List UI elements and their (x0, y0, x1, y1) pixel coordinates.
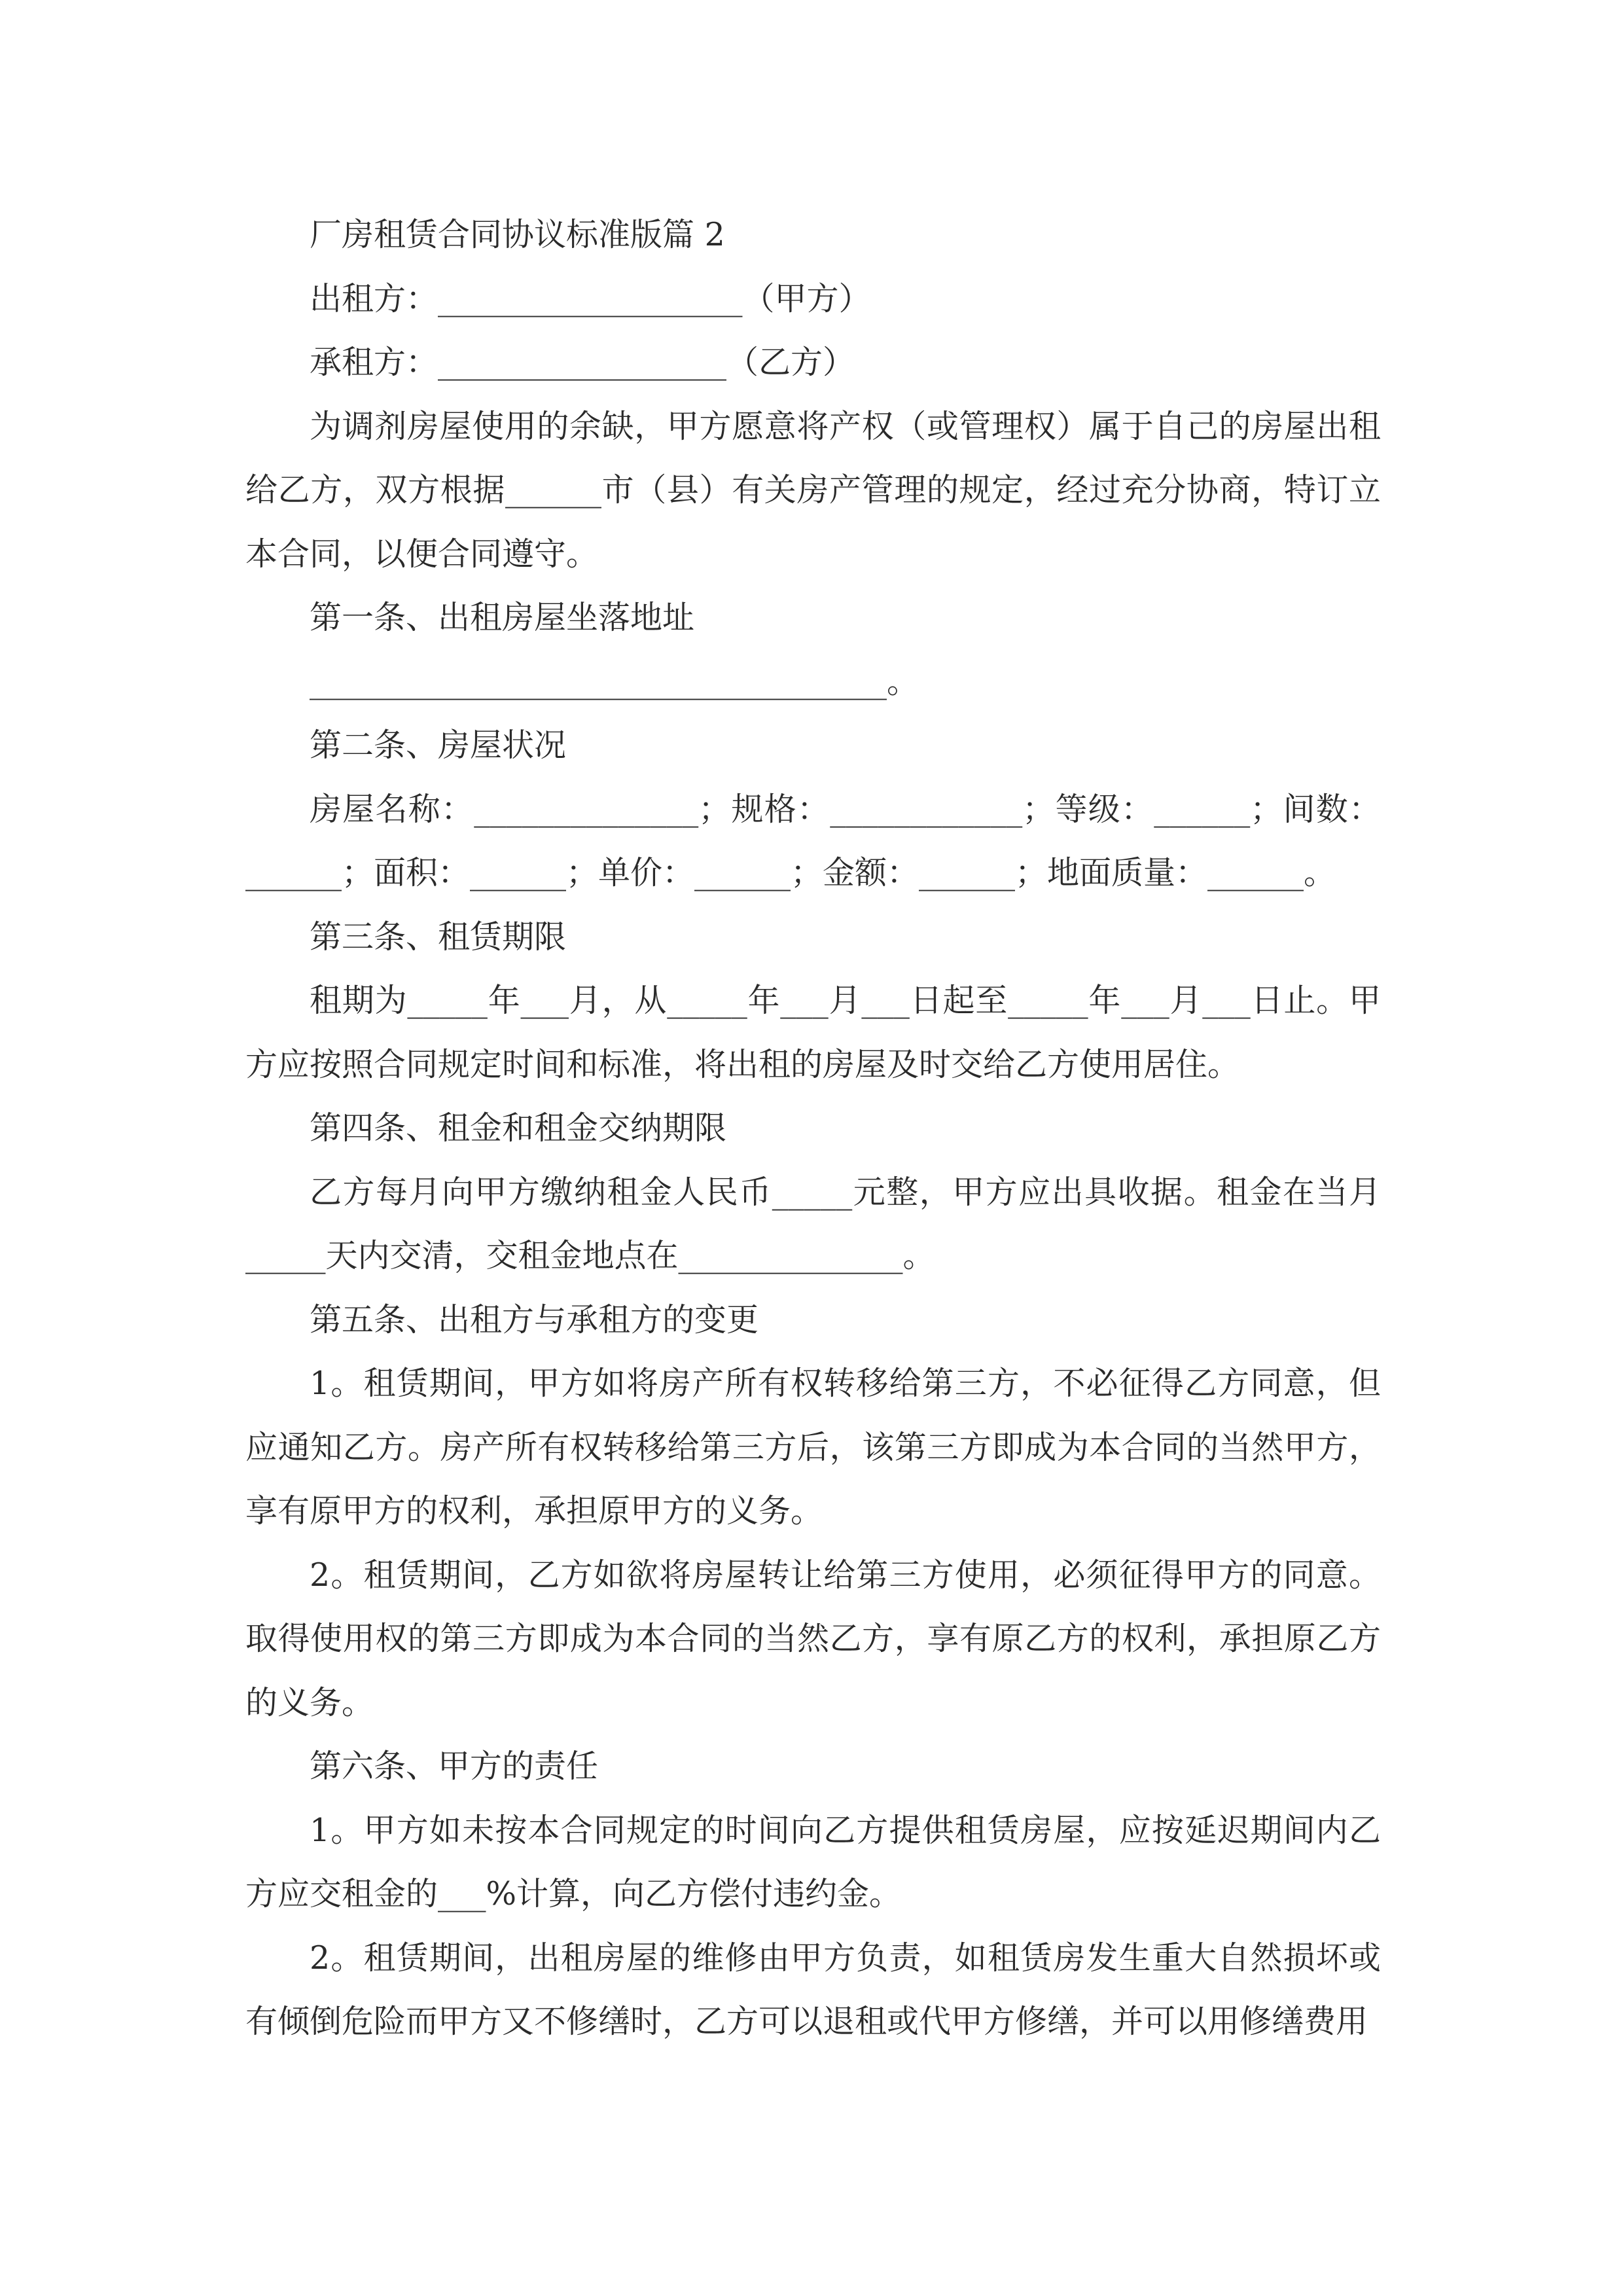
document-body (245, 203, 1381, 2054)
article-5-item-2: 2。租赁期间，乙方如欲将房屋转让给第三方使用，必须征得甲方的同意。取得使用权的第三方即成为本合同的当然乙方，享有原乙方的权利，承担原乙方的义务。 (245, 1556, 1381, 1721)
article-4-heading: 第四条、租金和租金交纳期限 (310, 1109, 727, 1147)
article-3-heading: 第三条、租赁期限 (310, 918, 567, 956)
article-5-heading: 第五条、出租方与承租方的变更 (310, 1300, 759, 1338)
article-2-body: 房屋名称：______________；规格：____________；等级：______；间数：______；面积：______；单价：______；金额：______；地面质量：______。 (245, 790, 1381, 891)
lessor-line: 出租方：___________________（甲方） (310, 279, 871, 317)
article-3-body: 租期为_____年___月，从_____年___月___日起至_____年___月___日止。甲方应按照合同规定时间和标准，将出租的房屋及时交给乙方使用居住。 (245, 982, 1381, 1083)
article-6-item-1: 1。甲方如未按本合同规定的时间向乙方提供租赁房屋，应按延迟期间内乙方应交租金的___%计算，向乙方偿付违约金。 (245, 1811, 1381, 1912)
article-6-heading: 第六条、甲方的责任 (310, 1748, 599, 1785)
lessee-line: 承租方：__________________（乙方） (310, 344, 855, 381)
article-4-body: 乙方每月向甲方缴纳租金人民币_____元整，甲方应出具收据。租金在当月_____天内交清，交租金地点在______________。 (245, 1173, 1381, 1274)
article-1-address-line: ____________________________________。 (310, 662, 919, 700)
article-6-item-2: 2。租赁期间，出租房屋的维修由甲方负责，如租赁房发生重大自然损坏或有倾倒危险而甲方又不修缮时，乙方可以退租或代甲方修缮，并可以用修缮费用 (245, 1939, 1381, 2040)
preamble-paragraph: 为调剂房屋使用的余缺，甲方愿意将产权（或管理权）属于自己的房屋出租给乙方，双方根据______市（县）有关房产管理的规定，经过充分协商，特订立本合同，以便合同遵守。 (245, 407, 1381, 573)
document-title: 厂房租赁合同协议标准版篇 2 (310, 216, 725, 253)
article-5-item-1: 1。租赁期间，甲方如将房产所有权转移给第三方，不必征得乙方同意，但应通知乙方。房产所有权转移给第三方后，该第三方即成为本合同的当然甲方，享有原甲方的权利，承担原甲方的义务。 (245, 1365, 1381, 1530)
article-2-heading: 第二条、房屋状况 (310, 726, 567, 764)
article-1-heading: 第一条、出租房屋坐落地址 (310, 599, 695, 636)
